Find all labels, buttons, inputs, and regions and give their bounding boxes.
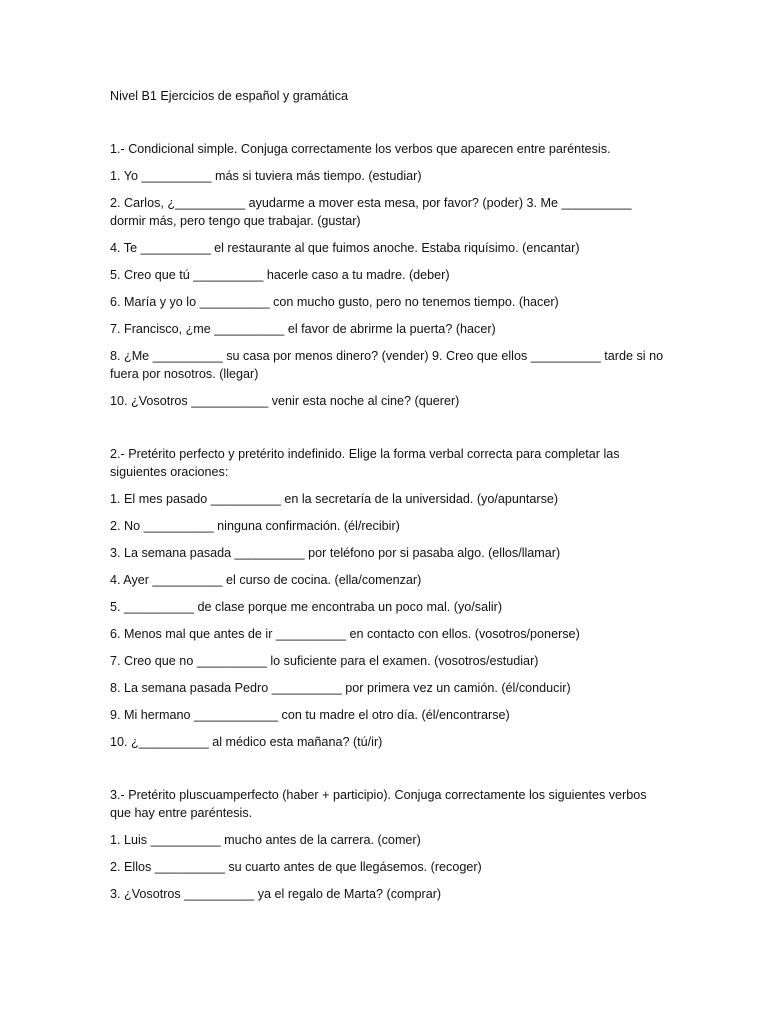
exercise-item: 5. __________ de clase porque me encontraba un poco mal. (yo/salir) (110, 600, 503, 614)
exercise-item: 10. ¿__________ al médico esta mañana? (tú/ir) (110, 735, 383, 749)
exercise-item: 4. Ayer __________ el curso de cocina. (ella/comenzar) (110, 573, 422, 587)
exercise-item: 5. Creo que tú __________ hacerle caso a tu madre. (deber) (110, 268, 450, 282)
exercise-item: 2. No __________ ninguna confirmación. (él/recibir) (110, 519, 400, 533)
section-pluscuamperfecto (110, 786, 665, 903)
exercise-item: 6. Menos mal que antes de ir __________ en contacto con ellos. (vosotros/ponerse) (110, 627, 580, 641)
section-heading: 1.- Condicional simple. Conjuga correctamente los verbos que aparecen entre paréntesis. (110, 142, 611, 156)
section-heading: 2.- Pretérito perfecto y pretérito indefinido. Elige la forma verbal correcta para completar las siguientes oraciones: (110, 447, 620, 479)
exercise-item: 10. ¿Vosotros ___________ venir esta noche al cine? (querer) (110, 394, 460, 408)
section-preterito-perfecto-indefinido (110, 445, 665, 751)
exercise-item: 3. ¿Vosotros __________ ya el regalo de Marta? (comprar) (110, 887, 442, 901)
exercise-item: 7. Francisco, ¿me __________ el favor de abrirme la puerta? (hacer) (110, 322, 496, 336)
exercise-item: 4. Te __________ el restaurante al que fuimos anoche. Estaba riquísimo. (encantar) (110, 241, 580, 255)
document-page (110, 87, 665, 938)
section-heading: 3.- Pretérito pluscuamperfecto (haber + participio). Conjuga correctamente los siguientes verbos que hay entre paréntesis. (110, 788, 647, 820)
exercise-item: 7. Creo que no __________ lo suficiente para el examen. (vosotros/estudiar) (110, 654, 539, 668)
exercise-item: 3. La semana pasada __________ por teléfono por si pasaba algo. (ellos/llamar) (110, 546, 561, 560)
section-condicional-simple (110, 140, 665, 410)
exercise-item: 8. La semana pasada Pedro __________ por primera vez un camión. (él/conducir) (110, 681, 571, 695)
exercise-item: 1. Luis __________ mucho antes de la carrera. (comer) (110, 833, 421, 847)
exercise-item: 2. Carlos, ¿__________ ayudarme a mover esta mesa, por favor? (poder) 3. Me __________ dormir más, pero tengo que trabajar. (gustar) (110, 196, 632, 228)
exercise-item: 1. Yo __________ más si tuviera más tiempo. (estudiar) (110, 169, 422, 183)
exercise-item: 6. María y yo lo __________ con mucho gusto, pero no tenemos tiempo. (hacer) (110, 295, 559, 309)
exercise-item: 8. ¿Me __________ su casa por menos dinero? (vender) 9. Creo que ellos __________ tarde si no fuera por nosotros. (llegar) (110, 349, 664, 381)
exercise-item: 1. El mes pasado __________ en la secretaría de la universidad. (yo/apuntarse) (110, 492, 559, 506)
exercise-item: 2. Ellos __________ su cuarto antes de que llegásemos. (recoger) (110, 860, 482, 874)
exercise-item: 9. Mi hermano ____________ con tu madre el otro día. (él/encontrarse) (110, 708, 510, 722)
document-title: Nivel B1 Ejercicios de español y gramática (110, 89, 348, 103)
